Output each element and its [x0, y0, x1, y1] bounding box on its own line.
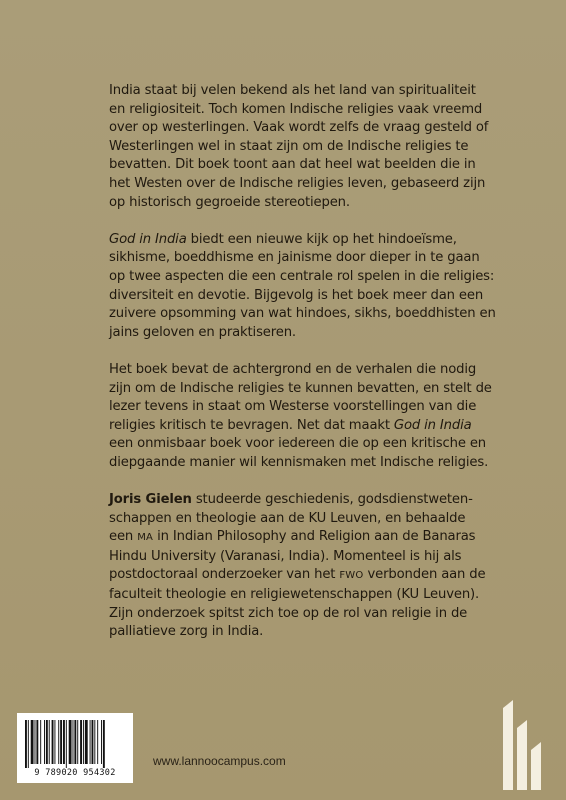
blurb-paragraph-3 [109, 361, 492, 473]
fwo-abbreviation: FWO [339, 570, 364, 582]
isbn-barcode [17, 713, 133, 783]
author-line: Hindu University (Varanasi, India). Momenteel is hij als [109, 548, 462, 564]
author-line-text: in Indian Philosophy and Religion aan de Banaras [153, 529, 476, 545]
author-line: Zijn onderzoek spitst zich toe op de rol van religie in de [109, 605, 468, 621]
publisher-logo-icon [503, 700, 543, 790]
blurb-line: op twee aspecten die een centrale rol spelen in die religies: [109, 268, 495, 284]
author-name: Joris Gielen [109, 492, 192, 508]
author-line-text: verbonden aan de [363, 567, 486, 583]
blurb-line: het Westen over de Indische religies leven, gebaseerd zijn [109, 175, 486, 191]
author-line: schappen en theologie aan de KU Leuven, en behaalde [109, 510, 466, 526]
author-line [109, 491, 473, 510]
blurb-line-text: biedt een nieuwe kijk op het hindoeïsme, [186, 231, 457, 247]
blurb-line: diversiteit en devotie. Bijgevolg is het boek meer dan een [109, 287, 484, 303]
blurb-line [109, 417, 472, 436]
blurb-line-text: religies kritisch te bevragen. Net dat maakt [109, 417, 394, 433]
author-line-text: een [109, 529, 138, 545]
blurb-line: Het boek bevat de achtergrond en de verhalen die nodig [109, 361, 477, 377]
author-line [109, 566, 486, 586]
blurb-line: bevatten. Dit boek toont aan dat heel wat beelden die in [109, 157, 476, 173]
blurb-line: diepgaande manier wil kennismaken met Indische religies. [109, 454, 489, 470]
blurb-paragraph-1 [109, 82, 489, 212]
blurb-paragraph-2 [109, 231, 496, 343]
barcode-digits: 9 789020 954302 [34, 768, 116, 778]
author-line: palliatieve zorg in India. [109, 624, 264, 640]
blurb-line: op historisch gegroeide stereotiepen. [109, 194, 350, 210]
author-line: faculteit theologie en religiewetenschappen (KU Leuven). [109, 587, 480, 603]
blurb-line: zijn om de Indische religies te kunnen bevatten, en stelt de [109, 380, 492, 396]
blurb-line: India staat bij velen bekend als het land van spiritualiteit [109, 83, 476, 98]
blurb-line [109, 231, 469, 250]
blurb-line: Westerlingen wel in staat zijn om de Indische religies te [109, 138, 469, 154]
blurb-line: jains geloven en praktiseren. [109, 324, 296, 340]
book-title-italic: God in India [109, 231, 187, 247]
blurb-line: over op westerlingen. Vaak wordt zelfs de vraag gesteld of [109, 120, 489, 136]
author-line-text: studeerde geschiedenis, godsdienstweten- [191, 492, 473, 508]
author-line-text: postdoctoraal onderzoeker van het [109, 567, 340, 583]
blurb-line: zuivere opsomming van wat hindoes, sikhs, boeddhisten en [109, 306, 496, 322]
publisher-website: www.lannoocampus.com [153, 754, 286, 768]
book-title-italic: God in India [393, 417, 472, 433]
author-bio [109, 491, 486, 642]
author-line [109, 528, 476, 548]
degree-abbreviation: MA [137, 532, 154, 544]
barcode-bars [23, 720, 127, 768]
blurb-line: een onmisbaar boek voor iedereen die op een kritische en [109, 436, 486, 452]
blurb-line: en religiositeit. Toch komen Indische religies vaak vreemd [109, 101, 483, 117]
blurb-line: sikhisme, boeddhisme en jainisme door dieper in te gaan [109, 250, 480, 266]
blurb-text [109, 82, 496, 660]
blurb-line: lezer tevens in staat om Westerse voorstellingen van die [109, 399, 477, 415]
